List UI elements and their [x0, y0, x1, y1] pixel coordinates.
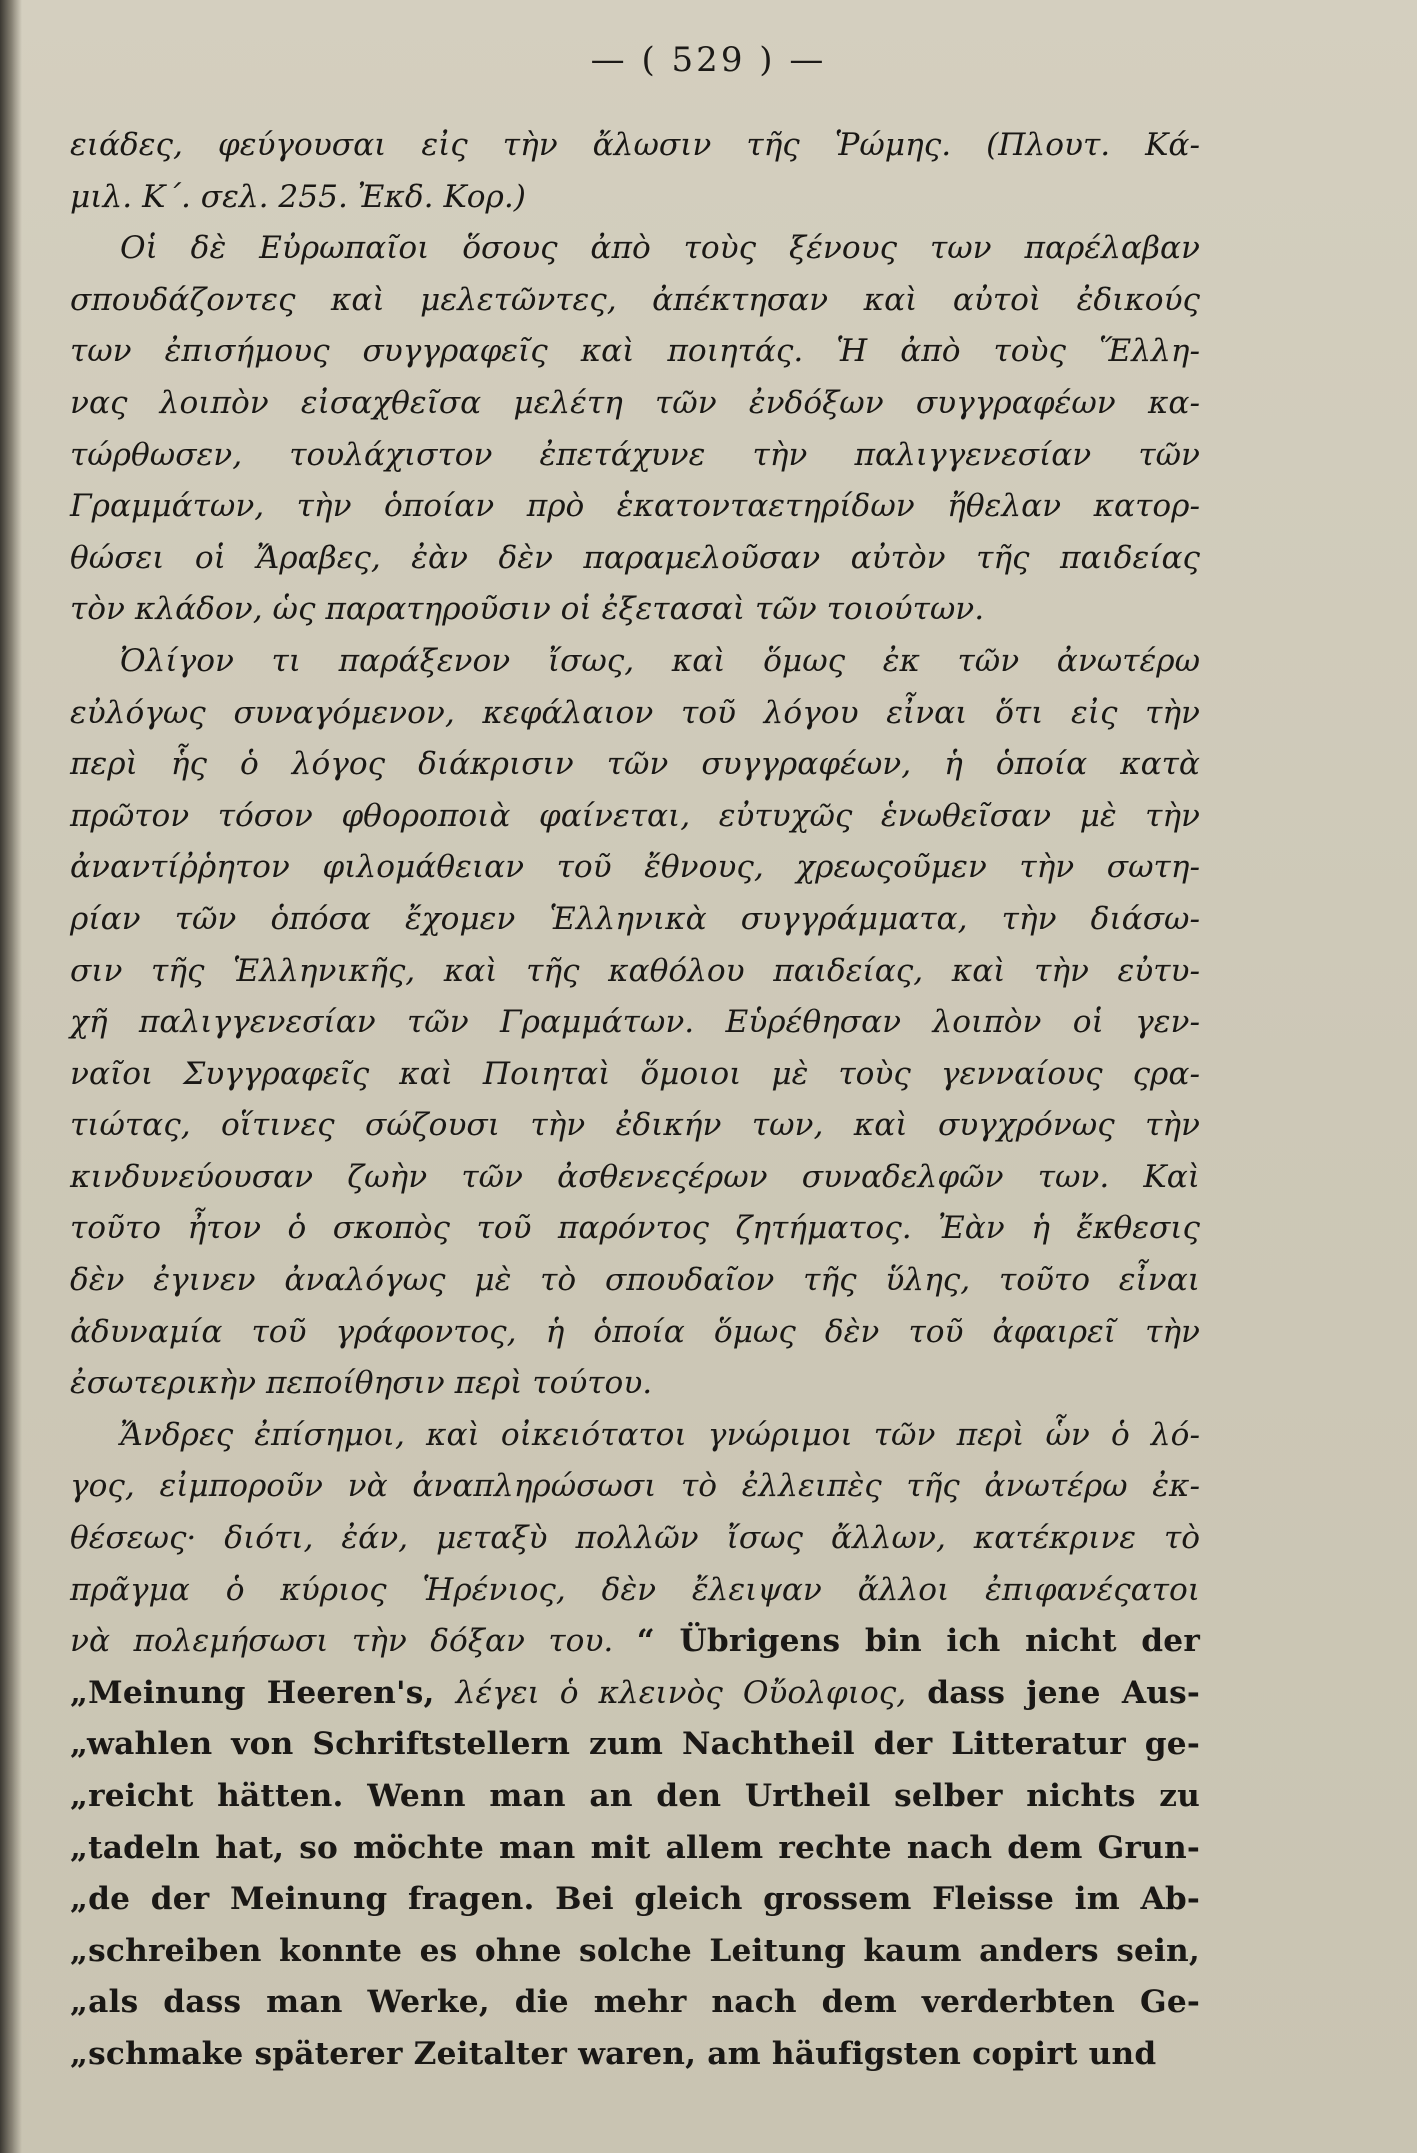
text-line: χῆ παλιγγενεσίαν τῶν Γραμμάτων. Εὑρέθησαν λοιπὸν οἱ γεν- — [70, 1004, 1200, 1041]
text-line: δὲν ἐγινεν ἀναλόγως μὲ τὸ σπουδαῖον τῆς ὕλης, τοῦτο εἶναι — [70, 1262, 1200, 1299]
german-line: „de der Meinung fragen. Bei gleich grossem Fleisse im Ab- — [70, 1881, 1200, 1918]
text-line: θώσει οἱ Ἄραβες, ἐὰν δὲν παραμελοῦσαν αὐτὸν τῆς παιδείας — [70, 539, 1200, 576]
text-line: εὐλόγως συναγόμενον, κεφάλαιον τοῦ λόγου εἶναι ὅτι εἰς τὴν — [70, 694, 1200, 731]
text-line: τιώτας, οἵτινες σώζουσι τὴν ἐδικήν των, καὶ συγχρόνως τὴν — [70, 1107, 1200, 1144]
german-line: „wahlen von Schriftstellern zum Nachtheil der Litteratur ge- — [70, 1726, 1200, 1763]
page-number-header: — ( 529 ) — — [590, 40, 827, 80]
text-line: ειάδες, φεύγουσαι εἰς τὴν ἄλωσιν τῆς Ῥώμης. (Πλουτ. Κά- — [70, 127, 1200, 163]
german-line: „schmake späterer Zeitalter waren, am häufigsten copirt und — [70, 2035, 1157, 2072]
greek-fragment: νὰ πολεμήσωσι τὴν δόξαν του. — [70, 1623, 614, 1660]
text-line: μιλ. Κ΄. σελ. 255. Ἐκδ. Κορ.) — [70, 178, 526, 215]
text-line: σπουδάζοντες καὶ μελετῶντες, ἀπέκτησαν καὶ αὐτοὶ ἐδικούς — [70, 281, 1200, 318]
text-line: γος, εἰμποροῦν νὰ ἀναπληρώσωσι τὸ ἐλλειπὲς τῆς ἀνωτέρω ἐκ- — [70, 1468, 1200, 1505]
text-line: ἀναντίῤῥητον φιλομάθειαν τοῦ ἔθνους, χρεωςοῦμεν τὴν σωτη- — [70, 849, 1200, 886]
text-line: ἀδυναμία τοῦ γράφοντος, ἡ ὁποία ὅμως δὲν τοῦ ἀφαιρεῖ τὴν — [70, 1313, 1200, 1350]
text-line: κινδυνεύουσαν ζωὴν τῶν ἀσθενεςέρων συναδελφῶν των. Καὶ — [70, 1158, 1200, 1195]
german-fragment: „Meinung Heeren's, — [70, 1674, 456, 1711]
text-line-mixed — [70, 1668, 1200, 1720]
text-line: περὶ ἧς ὁ λόγος διάκρισιν τῶν συγγραφέων, ἡ ὁποία κατὰ — [70, 746, 1200, 783]
text-line: πρῶτον τόσον φθοροποιὰ φαίνεται, εὐτυχῶς ἑνωθεῖσαν μὲ τὴν — [70, 797, 1200, 834]
text-line: τὸν κλάδον, ὡς παρατηροῦσιν οἱ ἐξετασαὶ τῶν τοιούτων. — [70, 591, 985, 628]
german-line: „als dass man Werke, die mehr nach dem verderbten Ge- — [70, 1984, 1200, 2021]
greek-fragment: λέγει ὁ κλεινὸς Οὔολφιος, — [455, 1674, 907, 1711]
text-line: Ὀλίγον τι παράξενον ἴσως, καὶ ὅμως ἐκ τῶν ἀνωτέρω — [120, 642, 1200, 679]
text-line: νας λοιπὸν εἰσαχθεῖσα μελέτη τῶν ἐνδόξων συγγραφέων κα- — [70, 384, 1200, 421]
german-line: „tadeln hat, so möchte man mit allem rechte nach dem Grun- — [70, 1829, 1200, 1866]
text-line: θέσεως· διότι, ἐάν, μεταξὺ πολλῶν ἴσως ἄλλων, κατέκρινε τὸ — [70, 1520, 1200, 1557]
german-fragment-tail: dass jene Aus- — [906, 1674, 1200, 1711]
text-line: ρίαν τῶν ὁπόσα ἔχομεν Ἑλληνικὰ συγγράμματα, τὴν διάσω- — [70, 900, 1200, 937]
text-line-mixed — [70, 1616, 1200, 1668]
text-line: Γραμμάτων, τὴν ὁποίαν πρὸ ἑκατονταετηρίδων ἤθελαν κατορ- — [70, 488, 1200, 525]
german-line: „reicht hätten. Wenn man an den Urtheil selber nichts zu — [70, 1778, 1200, 1814]
binding-shadow — [0, 0, 22, 2153]
text-line: πρᾶγμα ὁ κύριος Ἡρένιος, δὲν ἔλειψαν ἄλλοι ἐπιφανέςατοι — [70, 1571, 1200, 1608]
text-line: Ἄνδρες ἐπίσημοι, καὶ οἰκειότατοι γνώριμοι τῶν περὶ ὧν ὁ λό- — [120, 1416, 1200, 1453]
text-line: Οἱ δὲ Εὐρωπαῖοι ὅσους ἀπὸ τοὺς ξένους των παρέλαβαν — [120, 230, 1200, 267]
german-quote-start: “ Übrigens bin ich nicht der — [636, 1623, 1200, 1660]
text-line: τώρθωσεν, τουλάχιστον ἐπετάχυνε τὴν παλιγγενεσίαν τῶν — [70, 436, 1200, 473]
text-line: ἐσωτερικὴν πεποίθησιν περὶ τούτου. — [70, 1365, 653, 1402]
text-line: των ἐπισήμους συγγραφεῖς καὶ ποιητάς. Ἡ ἀπὸ τοὺς Ἕλλη- — [70, 333, 1200, 370]
text-line: σιν τῆς Ἑλληνικῆς, καὶ τῆς καθόλου παιδείας, καὶ τὴν εὐτυ- — [70, 952, 1200, 989]
text-line: ναῖοι Συγγραφεῖς καὶ Ποιηταὶ ὅμοιοι μὲ τοὺς γενναίους ςρα- — [70, 1055, 1200, 1092]
text-line: τοῦτο ἦτον ὁ σκοπὸς τοῦ παρόντος ζητήματος. Ἐὰν ἡ ἔκθεσις — [70, 1210, 1200, 1247]
german-line: „schreiben konnte es ohne solche Leitung kaum anders sein, — [70, 1932, 1200, 1969]
body-text — [70, 120, 1200, 2081]
